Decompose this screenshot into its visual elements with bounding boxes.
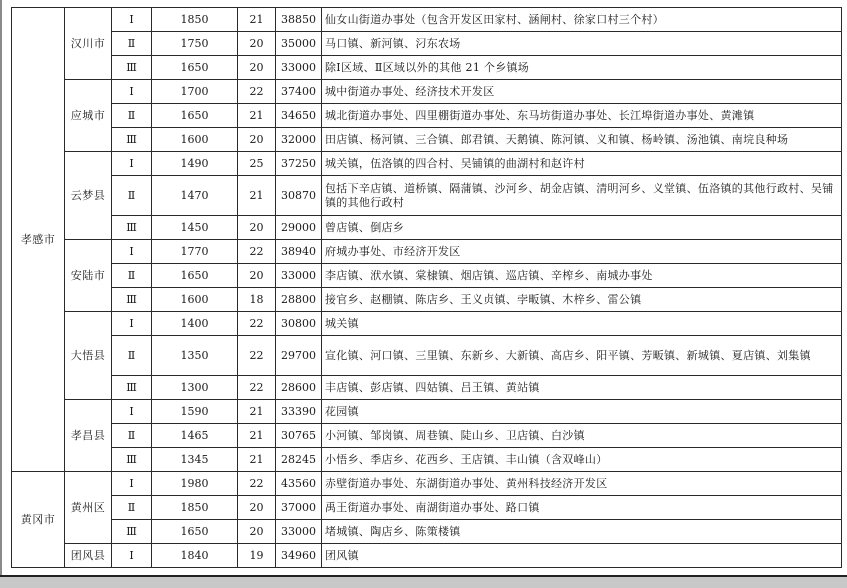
hours-value-cell: 22 [238,312,276,336]
county-name-cell: 孝昌县 [65,400,112,472]
hours-value-cell: 25 [238,152,276,176]
county-name-cell: 应城市 [65,80,112,152]
zone-grade-cell: Ⅰ [112,400,152,424]
page-left-edge [0,0,2,575]
standard-value-cell: 1850 [152,496,238,520]
area-scope-cell: 城北街道办事处、四里棚街道办事处、东马坊街道办事处、长江埠街道办事处、黄滩镇 [322,104,842,128]
standard-value-cell: 1650 [152,56,238,80]
table-row [12,312,842,336]
area-scope-cell: 接官乡、赵棚镇、陈店乡、王义贞镇、孛畈镇、木梓乡、雷公镇 [322,288,842,312]
zone-grade-cell: Ⅲ [112,448,152,472]
zone-grade-cell: Ⅲ [112,376,152,400]
annual-value-cell: 28600 [276,376,322,400]
standard-value-cell: 1465 [152,424,238,448]
annual-value-cell: 30800 [276,312,322,336]
table-row [12,376,842,400]
table-row [12,152,842,176]
zone-grade-cell: Ⅲ [112,128,152,152]
zone-grade-cell: Ⅱ [112,336,152,376]
table-row [12,32,842,56]
area-scope-cell: 禹王街道办事处、南湖街道办事处、路口镇 [322,496,842,520]
area-scope-cell: 小悟乡、季店乡、花西乡、王店镇、丰山镇（含双峰山） [322,448,842,472]
hours-value-cell: 20 [238,56,276,80]
window-bottom-bar [0,577,847,588]
zone-grade-cell: Ⅱ [112,32,152,56]
standard-value-cell: 1840 [152,544,238,568]
standard-value-cell: 1470 [152,176,238,216]
standard-value-cell: 1750 [152,32,238,56]
annual-value-cell: 32000 [276,128,322,152]
standard-value-cell: 1600 [152,288,238,312]
hours-value-cell: 22 [238,376,276,400]
table-row [12,264,842,288]
standard-value-cell: 1650 [152,520,238,544]
hours-value-cell: 20 [238,128,276,152]
hours-value-cell: 20 [238,496,276,520]
zone-grade-cell: Ⅲ [112,520,152,544]
hours-value-cell: 21 [238,104,276,128]
table-row [12,128,842,152]
area-scope-cell: 城关镇，伍洛镇的四合村、吴铺镇的曲湖村和赵许村 [322,152,842,176]
table-row [12,496,842,520]
area-scope-cell: 堵城镇、陶店乡、陈策楼镇 [322,520,842,544]
annual-value-cell: 33390 [276,400,322,424]
standard-value-cell: 1490 [152,152,238,176]
annual-value-cell: 30765 [276,424,322,448]
hours-value-cell: 21 [238,400,276,424]
hours-value-cell: 21 [238,448,276,472]
zone-grade-cell: Ⅲ [112,288,152,312]
area-scope-cell: 马口镇、新河镇、汈东农场 [322,32,842,56]
annual-value-cell: 30870 [276,176,322,216]
area-scope-cell: 城关镇 [322,312,842,336]
standard-value-cell: 1770 [152,240,238,264]
annual-value-cell: 37400 [276,80,322,104]
annual-value-cell: 29700 [276,336,322,376]
county-name-cell: 大悟县 [65,312,112,400]
area-scope-cell: 包括下辛店镇、道桥镇、隔蒲镇、沙河乡、胡金店镇、清明河乡、义堂镇、伍洛镇的其他行政村、吴铺镇的其他行政村 [322,176,842,216]
annual-value-cell: 37250 [276,152,322,176]
hours-value-cell: 20 [238,520,276,544]
annual-value-cell: 38940 [276,240,322,264]
zone-grade-cell: Ⅲ [112,56,152,80]
county-name-cell: 云梦县 [65,152,112,240]
annual-value-cell: 28800 [276,288,322,312]
area-scope-cell: 田店镇、杨河镇、三合镇、郎君镇、天鹅镇、陈河镇、义和镇、杨岭镇、汤池镇、南垸良种场 [322,128,842,152]
area-scope-cell: 团风镇 [322,544,842,568]
zone-grade-cell: Ⅰ [112,8,152,32]
table-row [12,176,842,216]
city-name-cell: 孝感市 [12,8,65,472]
table-row [12,424,842,448]
zone-grade-cell: Ⅰ [112,152,152,176]
annual-value-cell: 43560 [276,472,322,496]
annual-value-cell: 34960 [276,544,322,568]
zone-grade-cell: Ⅲ [112,216,152,240]
area-scope-cell: 小河镇、邹岗镇、周巷镇、陡山乡、卫店镇、白沙镇 [322,424,842,448]
standard-value-cell: 1650 [152,264,238,288]
annual-value-cell: 33000 [276,264,322,288]
table-body [12,8,842,568]
area-scope-cell: 城中街道办事处、经济技术开发区 [322,80,842,104]
county-name-cell: 团风县 [65,544,112,568]
area-scope-cell: 花园镇 [322,400,842,424]
hours-value-cell: 22 [238,80,276,104]
standard-value-cell: 1850 [152,8,238,32]
area-scope-cell: 赤壁街道办事处、东湖街道办事处、黄州科技经济开发区 [322,472,842,496]
area-scope-cell: 丰店镇、彭店镇、四姑镇、吕王镇、黄站镇 [322,376,842,400]
area-scope-cell: 宣化镇、河口镇、三里镇、东新乡、大新镇、高店乡、阳平镇、芳畈镇、新城镇、夏店镇、刘集镇 [322,336,842,376]
standard-value-cell: 1980 [152,472,238,496]
table-row [12,104,842,128]
zone-grade-cell: Ⅱ [112,424,152,448]
zone-grade-cell: Ⅱ [112,496,152,520]
area-scope-cell: 李店镇、洑水镇、棠棣镇、烟店镇、巡店镇、辛榨乡、南城办事处 [322,264,842,288]
table-row [12,288,842,312]
hours-value-cell: 20 [238,32,276,56]
annual-value-cell: 29000 [276,216,322,240]
hours-value-cell: 22 [238,336,276,376]
zone-grade-cell: Ⅱ [112,176,152,216]
zone-grade-cell: Ⅰ [112,312,152,336]
hours-value-cell: 20 [238,216,276,240]
hours-value-cell: 22 [238,240,276,264]
standard-value-cell: 1300 [152,376,238,400]
annual-value-cell: 37000 [276,496,322,520]
zone-grade-cell: Ⅰ [112,544,152,568]
standard-value-cell: 1350 [152,336,238,376]
hours-value-cell: 21 [238,8,276,32]
area-scope-cell: 曾店镇、倒店乡 [322,216,842,240]
table-row [12,8,842,32]
hours-value-cell: 21 [238,424,276,448]
table-row [12,216,842,240]
standard-value-cell: 1590 [152,400,238,424]
zone-grade-cell: Ⅱ [112,264,152,288]
hours-value-cell: 20 [238,264,276,288]
standard-value-cell: 1600 [152,128,238,152]
table-row [12,240,842,264]
table-row [12,448,842,472]
standard-value-cell: 1650 [152,104,238,128]
table-row [12,472,842,496]
table-row [12,80,842,104]
table-row [12,336,842,376]
annual-value-cell: 33000 [276,520,322,544]
standard-value-cell: 1450 [152,216,238,240]
standard-value-cell: 1400 [152,312,238,336]
city-name-cell: 黄冈市 [12,472,65,568]
zone-grade-cell: Ⅰ [112,240,152,264]
area-scope-cell: 府城办事处、市经济开发区 [322,240,842,264]
zone-grade-cell: Ⅱ [112,104,152,128]
zone-grade-cell: Ⅰ [112,472,152,496]
annual-value-cell: 34650 [276,104,322,128]
table-row [12,56,842,80]
table-row [12,520,842,544]
annual-value-cell: 35000 [276,32,322,56]
county-name-cell: 安陆市 [65,240,112,312]
annual-value-cell: 38850 [276,8,322,32]
table-row [12,544,842,568]
hours-value-cell: 22 [238,472,276,496]
annual-value-cell: 33000 [276,56,322,80]
area-scope-cell: 除Ⅰ区域、Ⅱ区域以外的其他 21 个乡镇场 [322,56,842,80]
standard-value-cell: 1700 [152,80,238,104]
land-price-table [11,7,842,568]
area-scope-cell: 仙女山街道办事处（包含开发区田家村、涵闸村、徐家口村三个村） [322,8,842,32]
hours-value-cell: 19 [238,544,276,568]
annual-value-cell: 28245 [276,448,322,472]
hours-value-cell: 18 [238,288,276,312]
table-row [12,400,842,424]
zone-grade-cell: Ⅰ [112,80,152,104]
standard-value-cell: 1345 [152,448,238,472]
county-name-cell: 黄州区 [65,472,112,544]
county-name-cell: 汉川市 [65,8,112,80]
hours-value-cell: 21 [238,176,276,216]
